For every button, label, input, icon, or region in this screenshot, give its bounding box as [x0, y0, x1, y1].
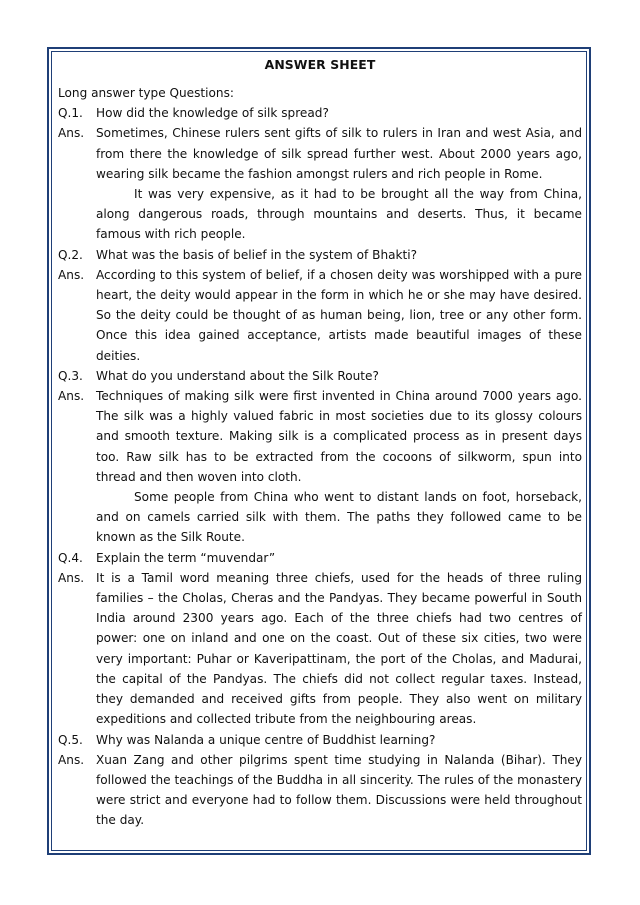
answer-text — [96, 568, 582, 730]
answer-paragraph: It was very expensive, as it had to be brought all the way from China, along dangerous roads, through mountains and deserts. Thus, it became famous with rich people. — [96, 187, 582, 242]
page-title: ANSWER SHEET — [264, 57, 376, 72]
answer-label: Ans. — [58, 126, 85, 141]
question-label: Q.2. — [58, 247, 83, 262]
answer-text — [96, 386, 582, 548]
question-text: Explain the term “muvendar” — [96, 550, 276, 565]
qa-item-5 — [58, 730, 582, 831]
question-text: What do you understand about the Silk Route? — [96, 368, 379, 383]
answer-paragraph: Some people from China who went to distant lands on foot, horseback, and on camels carried silk with them. The paths they followed came to be known as the Silk Route. — [96, 490, 582, 545]
answer-label: Ans. — [58, 570, 85, 585]
answer-paragraph: Techniques of making silk were first invented in China around 7000 years ago. The silk was a highly valued fabric in most societies due to its glossy colours and smooth texture. Making silk is a complicated process as in present days too. Raw silk has to be extracted from the cocoons of silkworm, spun into thread and then woven into cloth. — [96, 389, 582, 484]
question-label: Q.3. — [58, 368, 83, 383]
section-heading: Long answer type Questions: — [58, 86, 234, 100]
answer-paragraph: Sometimes, Chinese rulers sent gifts of silk to rulers in Iran and west Asia, and from there the knowledge of silk spread further west. About 2000 years ago, wearing silk became the fashion amongst rulers and rich people in Rome. — [96, 126, 582, 181]
question-label: Q.1. — [58, 106, 83, 121]
question-text: Why was Nalanda a unique centre of Buddhist learning? — [96, 732, 436, 747]
qa-item-3 — [58, 366, 582, 548]
qa-item-1 — [58, 103, 582, 244]
question-text: What was the basis of belief in the system of Bhakti? — [96, 247, 418, 262]
answer-paragraph: According to this system of belief, if a chosen deity was worshipped with a pure heart, the deity would appear in the form in which he or she may have desired. So the deity could be thought of as human being, lion, tree or any other form. Once this idea gained acceptance, artists made beautiful images of these deities. — [96, 267, 582, 363]
answer-text — [96, 123, 582, 244]
answer-label: Ans. — [58, 267, 85, 282]
answer-text — [96, 265, 582, 366]
answer-label: Ans. — [58, 389, 85, 404]
qa-item-2 — [58, 245, 582, 366]
qa-item-4 — [58, 548, 582, 730]
question-text: How did the knowledge of silk spread? — [96, 106, 329, 121]
answer-paragraph: Xuan Zang and other pilgrims spent time studying in Nalanda (Bihar). They followed the teachings of the Buddha in all sincerity. The rules of the monastery were strict and everyone had to follow them. Discussions were held throughout the day. — [96, 752, 582, 828]
question-label: Q.4. — [58, 550, 83, 565]
answer-text — [96, 750, 582, 831]
answer-content — [58, 83, 582, 831]
question-label: Q.5. — [58, 732, 83, 747]
answer-paragraph: It is a Tamil word meaning three chiefs, used for the heads of three ruling families – the Cholas, Cheras and the Pandyas. They became powerful in South India around 2300 years ago. Each of the three chiefs had two centres of power: one on inland and one on the coast. Out of these six cities, two were very important: Puhar or Kaveripattinam, the port of the Cholas, and Madurai, the capital of the Pandyas. The chiefs did not collect regular taxes. Instead, they demanded and received gifts from people. They also went on military expeditions and collected tribute from the neighbouring areas. — [96, 570, 582, 727]
answer-label: Ans. — [58, 752, 85, 767]
